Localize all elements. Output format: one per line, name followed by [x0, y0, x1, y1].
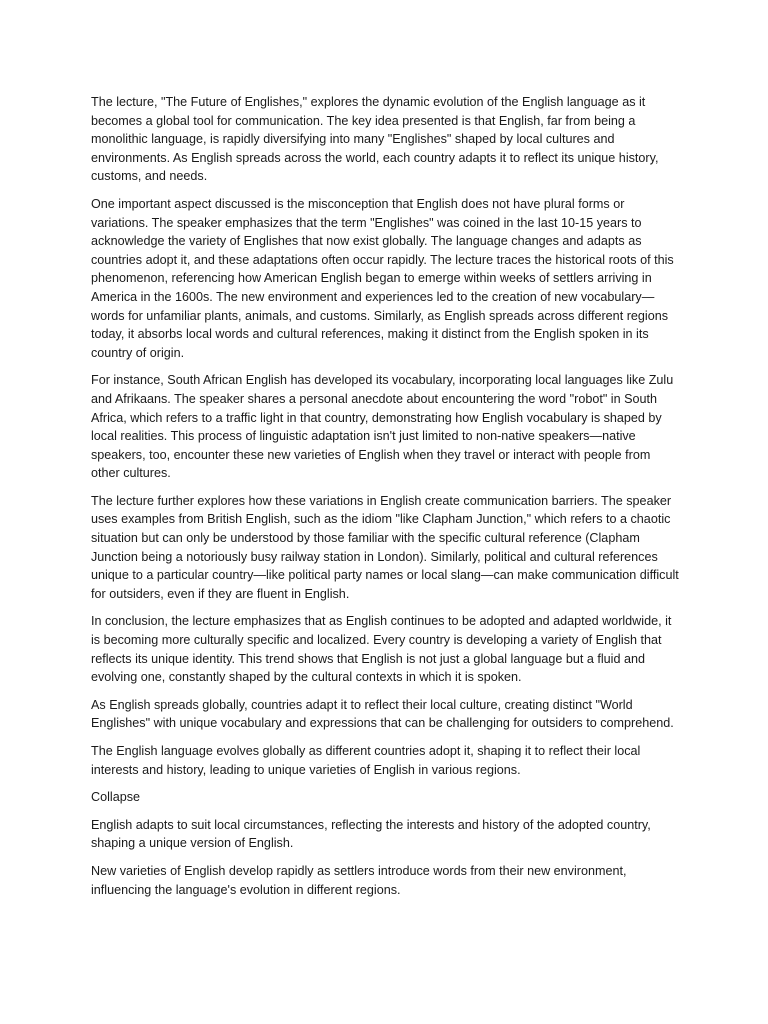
collapse-toggle[interactable]: Collapse — [91, 790, 141, 805]
paragraph-misconception: One important aspect discussed is the misconception that English does not have plural forms or variations. The speaker emphasizes that the term "Englishes" was coined in the last 10-15 years to acknowledge the variety of Englishes that now exist globally. The language changes and adapts as countries adopt it, and these adaptations often occur rapidly. The lecture traces the historical roots of this phenomenon, referencing how American English began to emerge within weeks of settlers arriving in America in the 1600s. The new environment and experiences led to the creation of new vocabulary—words for unfamiliar plants, animals, and customs. Similarly, as English spreads across different regions today, it absorbs local words and cultural references, making it distinct from the English spoken in its country of origin. — [91, 196, 674, 360]
summary-global-evolution: The English language evolves globally as different countries adopt it, shaping it to reflect their local interests and history, leading to unique varieties of English in various regions. — [91, 744, 641, 777]
paragraph-conclusion: In conclusion, the lecture emphasizes that as English continues to be adopted and adapted worldwide, it is becoming more culturally specific and localized. Every country is developing a variety of English that reflects its unique identity. This trend shows that English is not just a global language but a fluid and evolving one, constantly shaped by the cultural contexts in which it is spoken. — [91, 614, 672, 685]
paragraph-south-african-english: For instance, South African English has developed its vocabulary, incorporating local languages like Zulu and Afrikaans. The speaker shares a personal anecdote about encountering the word "robot" in South Africa, which refers to a traffic light in that country, demonstrating how English vocabulary is shaped by local realities. This process of linguistic adaptation isn't just limited to non-native speakers—native speakers, too, encounter these new varieties of English when they travel or interact with people from other cultures. — [91, 373, 674, 481]
paragraph-intro: The lecture, "The Future of Englishes," explores the dynamic evolution of the English language as it becomes a global tool for communication. The key idea presented is that English, far from being a monolithic language, is rapidly diversifying into many "Englishes" shaped by local cultures and environments. As English spreads across the world, each country adapts it to reflect its unique history, customs, and needs. — [91, 95, 659, 184]
summary-settler-vocabulary: New varieties of English develop rapidly as settlers introduce words from their new environment, influencing the language's evolution in different regions. — [91, 863, 627, 897]
summary-world-englishes: As English spreads globally, countries adapt it to reflect their local culture, creating distinct "World Englishes" with unique vocabulary and expressions that can be challenging for outsiders to comprehend. — [91, 697, 674, 731]
summary-local-adaptation: English adapts to suit local circumstances, reflecting the interests and history of the adopted country, shaping a unique version of English. — [91, 817, 651, 851]
paragraph-communication-barriers: The lecture further explores how these variations in English create communication barriers. The speaker uses examples from British English, such as the idiom "like Clapham Junction," which refers to a chaotic situation but can only be understood by those familiar with the specific cultural reference (Clapham Junction being a notoriously busy railway station in London). Similarly, political and cultural references unique to a particular country—like political party names or local slang—can make communication difficult for outsiders, even if they are fluent in English. — [91, 493, 679, 601]
document-body — [91, 93, 681, 908]
